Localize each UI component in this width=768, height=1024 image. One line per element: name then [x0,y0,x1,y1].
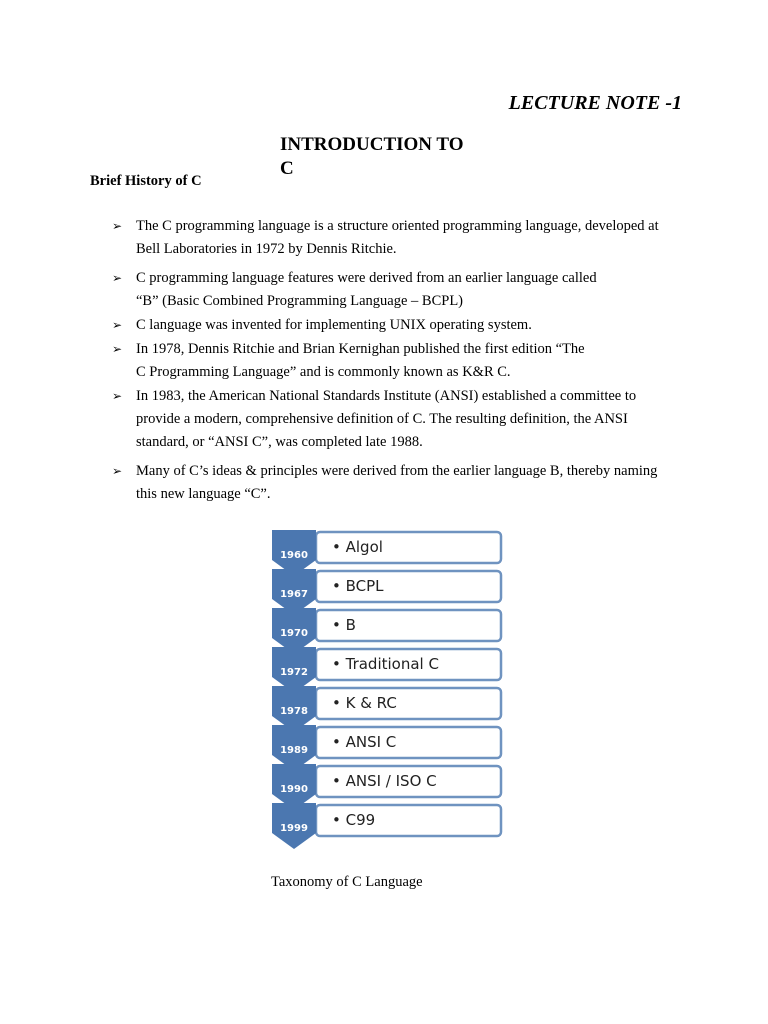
timeline-label: • ANSI C [332,733,397,751]
timeline-label: • Algol [332,538,383,556]
c-history-timeline [270,530,504,855]
timeline-label: • Traditional C [332,655,439,673]
bullet-text-line: Many of C’s ideas & principles were derived from the earlier language B, thereby naming [136,463,658,479]
bullet-text-line: The C programming language is a structure oriented programming language, developed at [136,218,659,234]
arrow-bullet-icon: ➢ [112,464,123,478]
history-bullet [112,314,680,337]
page-title-line-2: C [280,158,294,179]
timeline-year: 1989 [280,745,308,756]
timeline-year: 1978 [280,706,308,717]
timeline-year: 1999 [280,823,308,834]
timeline-label: • B [332,616,356,634]
bullet-text-line: C Programming Language” and is commonly known as K&R C. [136,364,511,380]
arrow-bullet-icon: ➢ [112,389,123,403]
page-title-line-1: INTRODUCTION TO [280,134,464,155]
timeline-label: • C99 [332,811,376,829]
bullet-text-line: In 1983, the American National Standards Institute (ANSI) established a committee to [136,388,637,404]
arrow-bullet-icon: ➢ [112,271,123,285]
timeline-year: 1990 [280,784,308,795]
bullet-text-line: “B” (Basic Combined Programming Language – BCPL) [136,293,464,309]
history-bullet [112,338,680,384]
history-bullet [112,385,680,454]
arrow-bullet-icon: ➢ [112,219,123,233]
timeline-label: • ANSI / ISO C [332,772,437,790]
history-bullet [112,460,680,506]
timeline-label: • BCPL [332,577,384,595]
timeline-year: 1967 [280,589,308,600]
arrow-bullet-icon: ➢ [112,318,123,332]
timeline-year: 1960 [280,550,308,561]
history-bullet [112,215,680,261]
figure-caption: Taxonomy of C Language [271,874,423,890]
page-title [280,133,490,181]
bullet-text-line: this new language “C”. [136,486,271,502]
timeline-item [272,803,501,849]
bullet-text-line: In 1978, Dennis Ritchie and Brian Kernighan published the first edition “The [136,341,585,357]
bullet-text-line: C programming language features were derived from an earlier language called [136,270,597,286]
history-bullet-list [112,215,680,506]
lecture-note-label: LECTURE NOTE -1 [508,92,682,114]
arrow-bullet-icon: ➢ [112,342,123,356]
bullet-text-line: Bell Laboratories in 1972 by Dennis Ritchie. [136,241,397,257]
bullet-text-line: provide a modern, comprehensive definition of C. The resulting definition, the ANSI [136,411,628,427]
timeline-label: • K & RC [332,694,397,712]
timeline-year: 1970 [280,628,308,639]
section-heading: Brief History of C [90,173,202,189]
bullet-text-line: C language was invented for implementing UNIX operating system. [136,317,532,333]
bullet-text-line: standard, or “ANSI C”, was completed late 1988. [136,434,423,450]
timeline-year: 1972 [280,667,308,678]
history-bullet [112,267,680,313]
